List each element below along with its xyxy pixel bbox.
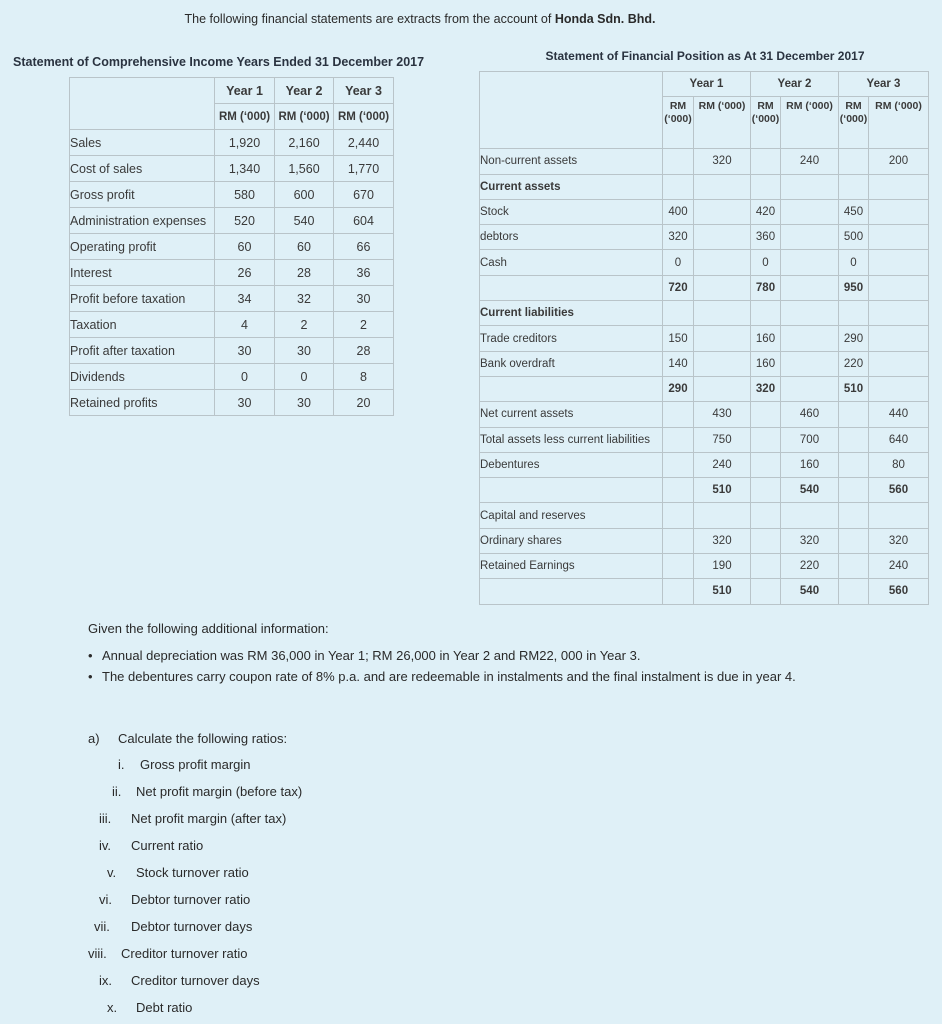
question-prompt [88, 731, 287, 746]
position-cell: 240 [694, 452, 751, 477]
position-cell: 510 [839, 376, 869, 401]
ratio-number: vi. [99, 892, 112, 907]
income-cell: 2,160 [275, 130, 334, 156]
income-header-blank [70, 78, 215, 130]
position-row-label [480, 478, 663, 503]
position-cell: 560 [869, 478, 929, 503]
position-cell [781, 376, 839, 401]
income-row [70, 234, 394, 260]
position-table [479, 71, 929, 605]
position-cell [781, 275, 839, 300]
position-cell [694, 301, 751, 326]
income-year-header [70, 78, 394, 104]
position-cell [839, 528, 869, 553]
position-cell [839, 452, 869, 477]
intro-prefix: The following financial statements are extracts from the account of [184, 12, 555, 26]
position-row [480, 503, 929, 528]
position-row [480, 326, 929, 351]
ratio-number: vii. [94, 919, 110, 934]
income-row-label: Sales [70, 130, 215, 156]
position-cell [781, 326, 839, 351]
position-cell: 540 [781, 478, 839, 503]
position-row-label: Debentures [480, 452, 663, 477]
position-year-3: Year 3 [839, 72, 929, 97]
income-row-label: Administration expenses [70, 208, 215, 234]
income-year-2: Year 2 [275, 78, 334, 104]
income-cell: 2 [275, 312, 334, 338]
ratio-label: Creditor turnover ratio [121, 946, 248, 961]
position-cell [751, 427, 781, 452]
position-cell [663, 478, 694, 503]
income-cell: 30 [215, 338, 275, 364]
income-row [70, 156, 394, 182]
position-row-label: Total assets less current liabilities [480, 427, 663, 452]
income-cell: 600 [275, 182, 334, 208]
income-row-label: Retained profits [70, 390, 215, 416]
ratio-label: Creditor turnover days [131, 973, 260, 988]
position-row [480, 528, 929, 553]
position-unit-b: RM (‘000) [869, 97, 929, 149]
income-cell: 28 [334, 338, 394, 364]
position-cell: 440 [869, 402, 929, 427]
position-cell: 320 [663, 225, 694, 250]
income-row [70, 286, 394, 312]
position-cell [869, 326, 929, 351]
position-row-label: Net current assets [480, 402, 663, 427]
position-cell: 200 [869, 149, 929, 174]
income-cell: 32 [275, 286, 334, 312]
position-cell [869, 376, 929, 401]
income-cell: 520 [215, 208, 275, 234]
position-cell [694, 225, 751, 250]
position-cell: 320 [694, 149, 751, 174]
position-cell: 160 [751, 326, 781, 351]
position-cell [781, 199, 839, 224]
income-table [69, 77, 394, 416]
ratio-number: ix. [99, 973, 112, 988]
position-cell [663, 402, 694, 427]
income-row [70, 260, 394, 286]
position-cell: 320 [869, 528, 929, 553]
income-cell: 2,440 [334, 130, 394, 156]
position-cell [694, 376, 751, 401]
ratio-label: Debtor turnover days [131, 919, 253, 934]
position-cell: 240 [781, 149, 839, 174]
position-year-header [480, 72, 929, 97]
ratio-number: i. [118, 757, 125, 772]
position-cell: 420 [751, 199, 781, 224]
position-unit-a: RM (‘000) [839, 97, 869, 149]
income-cell: 540 [275, 208, 334, 234]
position-cell [781, 351, 839, 376]
position-row [480, 225, 929, 250]
position-row [480, 579, 929, 604]
position-cell: 160 [751, 351, 781, 376]
income-cell: 36 [334, 260, 394, 286]
position-cell [694, 199, 751, 224]
ratio-number: iii. [99, 811, 112, 826]
position-cell: 320 [694, 528, 751, 553]
ratio-label: Net profit margin (after tax) [131, 811, 287, 826]
income-cell: 60 [275, 234, 334, 260]
position-cell [869, 351, 929, 376]
income-row-label: Dividends [70, 364, 215, 390]
income-cell: 60 [215, 234, 275, 260]
income-cell: 670 [334, 182, 394, 208]
income-row [70, 390, 394, 416]
position-row [480, 452, 929, 477]
position-cell [869, 503, 929, 528]
income-unit-3: RM (‘000) [334, 104, 394, 130]
position-cell: 0 [751, 250, 781, 275]
income-cell: 1,920 [215, 130, 275, 156]
position-cell [869, 174, 929, 199]
position-row-label [480, 376, 663, 401]
position-cell [869, 225, 929, 250]
position-cell: 220 [781, 554, 839, 579]
position-cell: 150 [663, 326, 694, 351]
position-row [480, 554, 929, 579]
position-cell [663, 503, 694, 528]
position-cell [663, 554, 694, 579]
position-cell [694, 275, 751, 300]
position-row-label [480, 275, 663, 300]
position-cell: 80 [869, 452, 929, 477]
income-cell: 34 [215, 286, 275, 312]
position-row [480, 250, 929, 275]
ratio-label: Debt ratio [136, 1000, 193, 1015]
position-cell [751, 579, 781, 604]
position-row-label: Current assets [480, 174, 663, 199]
position-cell [694, 174, 751, 199]
position-cell [869, 301, 929, 326]
position-cell: 140 [663, 351, 694, 376]
position-cell: 640 [869, 427, 929, 452]
income-row-label: Interest [70, 260, 215, 286]
position-cell: 560 [869, 579, 929, 604]
position-cell: 460 [781, 402, 839, 427]
question-marker: a) [88, 731, 100, 746]
position-cell [694, 351, 751, 376]
intro-text [0, 12, 840, 26]
position-cell: 0 [663, 250, 694, 275]
income-row-label: Taxation [70, 312, 215, 338]
position-row-label: debtors [480, 225, 663, 250]
position-cell [663, 149, 694, 174]
position-cell: 290 [839, 326, 869, 351]
income-cell: 30 [215, 390, 275, 416]
position-cell [839, 503, 869, 528]
position-cell [751, 554, 781, 579]
income-row-label: Cost of sales [70, 156, 215, 182]
position-row-label: Capital and reserves [480, 503, 663, 528]
position-row [480, 149, 929, 174]
ratio-number: v. [107, 865, 117, 880]
position-cell: 430 [694, 402, 751, 427]
position-statement-title: Statement of Financial Position as At 31 December 2017 [545, 49, 865, 63]
ratio-number: ii. [112, 784, 122, 799]
position-cell [694, 326, 751, 351]
position-cell [663, 579, 694, 604]
position-cell: 190 [694, 554, 751, 579]
income-cell: 66 [334, 234, 394, 260]
income-cell: 0 [215, 364, 275, 390]
income-cell: 30 [334, 286, 394, 312]
position-cell [663, 528, 694, 553]
position-row [480, 402, 929, 427]
position-cell [839, 478, 869, 503]
income-row-label: Gross profit [70, 182, 215, 208]
position-cell: 220 [839, 351, 869, 376]
position-cell [839, 427, 869, 452]
position-cell: 360 [751, 225, 781, 250]
position-row-label: Current liabilities [480, 301, 663, 326]
position-cell: 450 [839, 199, 869, 224]
position-cell [751, 452, 781, 477]
position-row-label: Retained Earnings [480, 554, 663, 579]
position-cell [781, 174, 839, 199]
income-cell: 1,340 [215, 156, 275, 182]
position-cell [663, 174, 694, 199]
income-cell: 30 [275, 338, 334, 364]
position-cell: 500 [839, 225, 869, 250]
position-cell [751, 301, 781, 326]
position-cell [751, 149, 781, 174]
position-cell [663, 427, 694, 452]
position-cell [751, 174, 781, 199]
position-row [480, 301, 929, 326]
income-cell: 580 [215, 182, 275, 208]
position-row-label: Ordinary shares [480, 528, 663, 553]
position-row-label: Bank overdraft [480, 351, 663, 376]
position-cell [751, 503, 781, 528]
position-row-label [480, 579, 663, 604]
position-cell [781, 301, 839, 326]
ratio-label: Stock turnover ratio [136, 865, 249, 880]
position-cell [869, 275, 929, 300]
additional-info-list [88, 648, 796, 690]
position-row [480, 174, 929, 199]
position-unit-b: RM (‘000) [694, 97, 751, 149]
income-cell: 28 [275, 260, 334, 286]
position-cell: 240 [869, 554, 929, 579]
position-cell: 950 [839, 275, 869, 300]
ratio-label: Debtor turnover ratio [131, 892, 251, 907]
position-cell [751, 528, 781, 553]
income-row [70, 130, 394, 156]
income-cell: 20 [334, 390, 394, 416]
income-row [70, 312, 394, 338]
ratio-label: Net profit margin (before tax) [136, 784, 303, 799]
position-row [480, 376, 929, 401]
position-cell [694, 250, 751, 275]
position-cell [663, 301, 694, 326]
income-row [70, 364, 394, 390]
position-cell [781, 250, 839, 275]
position-cell: 750 [694, 427, 751, 452]
income-year-3: Year 3 [334, 78, 394, 104]
income-cell: 0 [275, 364, 334, 390]
bullet-debentures: • The debentures carry coupon rate of 8% p.a. and are redeemable in instalments and the final instalment is due in year 4. [88, 669, 796, 690]
bullet-depreciation: • Annual depreciation was RM 36,000 in Year 1; RM 26,000 in Year 2 and RM22, 000 in Year 3. [88, 648, 796, 669]
position-cell [869, 199, 929, 224]
position-cell [751, 402, 781, 427]
position-cell [839, 301, 869, 326]
position-cell: 320 [751, 376, 781, 401]
position-cell: 510 [694, 579, 751, 604]
position-cell [839, 554, 869, 579]
position-unit-a: RM (‘000) [751, 97, 781, 149]
position-year-1: Year 1 [663, 72, 751, 97]
position-cell: 510 [694, 478, 751, 503]
position-row [480, 199, 929, 224]
position-cell [839, 149, 869, 174]
income-cell: 30 [275, 390, 334, 416]
position-cell [839, 402, 869, 427]
position-row [480, 351, 929, 376]
income-cell: 2 [334, 312, 394, 338]
income-row-label: Operating profit [70, 234, 215, 260]
position-cell [839, 174, 869, 199]
position-cell: 780 [751, 275, 781, 300]
position-row-label: Trade creditors [480, 326, 663, 351]
position-cell [694, 503, 751, 528]
ratio-number: viii. [88, 946, 107, 961]
position-cell: 0 [839, 250, 869, 275]
income-row-label: Profit after taxation [70, 338, 215, 364]
position-row-label: Non-current assets [480, 149, 663, 174]
position-row [480, 427, 929, 452]
position-year-2: Year 2 [751, 72, 839, 97]
income-cell: 1,770 [334, 156, 394, 182]
ratio-number: x. [107, 1000, 118, 1015]
income-year-1: Year 1 [215, 78, 275, 104]
income-row [70, 338, 394, 364]
position-cell: 320 [781, 528, 839, 553]
income-cell: 1,560 [275, 156, 334, 182]
income-cell: 26 [215, 260, 275, 286]
income-unit-2: RM (‘000) [275, 104, 334, 130]
ratio-number: iv. [99, 838, 112, 853]
position-cell: 290 [663, 376, 694, 401]
position-cell [781, 503, 839, 528]
income-cell: 8 [334, 364, 394, 390]
question-text: Calculate the following ratios: [118, 731, 288, 746]
ratio-label: Current ratio [131, 838, 204, 853]
position-cell: 160 [781, 452, 839, 477]
position-cell [869, 250, 929, 275]
income-row-label: Profit before taxation [70, 286, 215, 312]
position-cell [663, 452, 694, 477]
position-cell: 720 [663, 275, 694, 300]
income-unit-1: RM (‘000) [215, 104, 275, 130]
income-cell: 4 [215, 312, 275, 338]
position-cell: 400 [663, 199, 694, 224]
company-name: Honda Sdn. Bhd. [554, 12, 656, 26]
position-cell: 540 [781, 579, 839, 604]
position-unit-a: RM (‘000) [663, 97, 694, 149]
position-row-label: Stock [480, 199, 663, 224]
position-row [480, 478, 929, 503]
position-cell: 700 [781, 427, 839, 452]
position-header-blank [480, 72, 663, 149]
position-row-label: Cash [480, 250, 663, 275]
position-unit-b: RM (‘000) [781, 97, 839, 149]
position-cell [839, 579, 869, 604]
income-row [70, 208, 394, 234]
income-row [70, 182, 394, 208]
income-statement-title: Statement of Comprehensive Income Years Ended 31 December 2017 [13, 55, 425, 69]
ratio-label: Gross profit margin [140, 757, 251, 772]
additional-info-heading: Given the following additional information: [88, 621, 329, 636]
position-cell [751, 478, 781, 503]
position-cell [781, 225, 839, 250]
income-cell: 604 [334, 208, 394, 234]
position-row [480, 275, 929, 300]
